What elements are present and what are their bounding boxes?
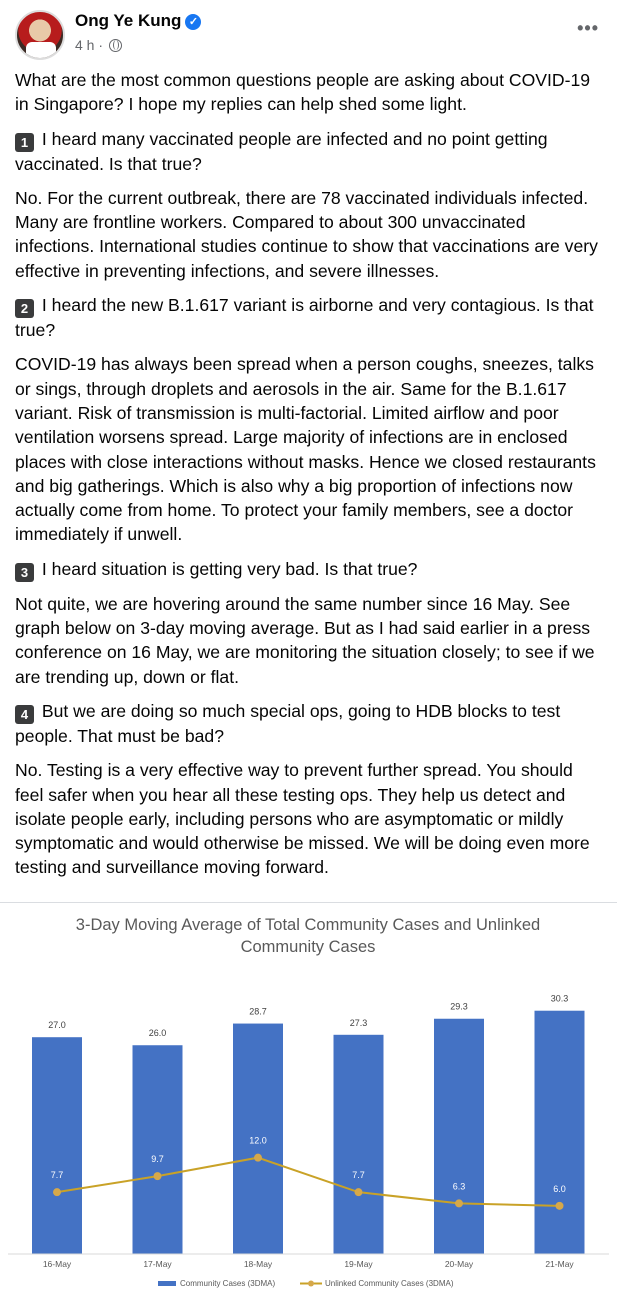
line-data-label: 7.7	[352, 1170, 365, 1181]
post-meta	[75, 37, 122, 53]
author-name[interactable]: Ong Ye Kung	[75, 11, 182, 30]
keycap-2-icon: 2	[15, 299, 34, 318]
line-data-label: 12.0	[249, 1135, 267, 1146]
bar	[133, 1045, 183, 1254]
avatar[interactable]	[15, 10, 65, 60]
chart-svg	[0, 903, 617, 1307]
line-data-label: 9.7	[151, 1154, 164, 1165]
line-data-label: 6.0	[553, 1183, 566, 1194]
bar	[334, 1035, 384, 1254]
x-tick-label: 17-May	[143, 1259, 172, 1269]
question-4	[15, 699, 605, 748]
keycap-1-icon: 1	[15, 133, 34, 152]
legend-label-line: Unlinked Community Cases (3DMA)	[325, 1279, 454, 1288]
question-1	[15, 127, 605, 176]
verified-badge-icon: ✓	[185, 14, 201, 30]
answer-1: No. For the current outbreak, there are 78 vaccinated individuals infected. Many are frontline workers. Compared to about 300 unvaccinated infections. International studies continue to show that vaccinations are very effective in preventing infections, and severe illnesses.	[15, 187, 598, 281]
globe-icon	[109, 39, 122, 52]
bar-data-label: 30.3	[550, 993, 569, 1004]
line-point	[254, 1154, 262, 1162]
bar	[32, 1037, 82, 1254]
question-text: I heard the new B.1.617 variant is airborne and very contagious. Is that true?	[15, 295, 594, 341]
question-2	[15, 293, 605, 342]
x-ticks-group	[43, 1259, 575, 1269]
x-tick-label: 20-May	[444, 1259, 474, 1269]
legend	[158, 1279, 454, 1288]
line-point	[556, 1202, 564, 1210]
bar-data-label: 26.0	[148, 1028, 167, 1039]
answer-2: COVID-19 has always been spread when a person coughs, sneezes, talks or sings, through droplets and aerosols in the air. Same for the B.1.617 variant. Risk of transmission is multi-factorial. Limited airflow and poor ventilation worsens spread. Large majority of infections are in enclosed places with close interactions without masks. Hence we closed restaurants and big gatherings. Which is also why a big proportion of infections now actually come from home. To protect your family members, see a doctor immediately if unwell.	[15, 354, 596, 545]
post-intro: What are the most common questions people are asking about COVID-19 in Singapore? I hope my replies can help shed some light.	[15, 70, 591, 115]
answer-3: Not quite, we are hovering around the same number since 16 May. See graph below on 3-day moving average. But as I had said earlier in a press conference on 16 May, we are monitoring the situation closely; to see if we are trending up, down or flat.	[15, 593, 595, 687]
x-tick-label: 16-May	[42, 1259, 72, 1269]
x-tick-label: 18-May	[243, 1259, 273, 1269]
bar-data-label: 27.3	[349, 1017, 368, 1028]
unlinked-line	[57, 1158, 560, 1206]
chart-title-line-1: 3-Day Moving Average of Total Community Cases and Unlinked	[75, 916, 541, 934]
legend-label-bar: Community Cases (3DMA)	[180, 1279, 276, 1288]
question-text: I heard many vaccinated people are infected and no point getting vaccinated. Is that true?	[15, 128, 548, 174]
x-tick-label: 21-May	[545, 1259, 574, 1269]
post-time[interactable]: 4 h ·	[75, 37, 104, 53]
keycap-3-icon: 3	[15, 563, 34, 582]
chart-title-line-2: Community Cases	[240, 938, 376, 956]
keycap-4-icon: 4	[15, 705, 34, 724]
legend-marker	[308, 1281, 314, 1287]
line-point	[53, 1188, 61, 1196]
legend-swatch-bar	[158, 1281, 176, 1286]
post-body	[15, 68, 605, 890]
line-point	[154, 1172, 162, 1180]
line-series-group	[51, 1136, 566, 1210]
bar-data-label: 29.3	[450, 1001, 468, 1012]
post-header	[15, 10, 605, 60]
author-row	[75, 11, 201, 31]
line-data-label: 6.3	[452, 1181, 466, 1192]
bar-data-label: 27.0	[48, 1020, 66, 1031]
bar-data-label: 28.7	[249, 1006, 267, 1017]
bar	[434, 1019, 484, 1254]
bar	[535, 1011, 585, 1254]
question-3	[15, 557, 605, 582]
line-point	[455, 1199, 463, 1207]
bars-group	[32, 994, 585, 1254]
line-point	[355, 1188, 363, 1196]
question-text: But we are doing so much special ops, going to HDB blocks to test people. That must be bad?	[15, 700, 561, 746]
more-options-icon[interactable]: •••	[577, 18, 599, 38]
question-text: I heard situation is getting very bad. Is that true?	[41, 558, 418, 579]
x-tick-label: 19-May	[344, 1259, 373, 1269]
line-data-label: 7.7	[50, 1170, 64, 1181]
answer-4: No. Testing is a very effective way to prevent further spread. You should feel safer when you hear all these testing ops. They help us detect and isolate people early, including persons who are asymptomatic or mildly symptomatic and would otherwise be missed. We will be doing even more testing and surveillance moving forward.	[15, 760, 590, 878]
chart-image[interactable]	[0, 903, 617, 1307]
